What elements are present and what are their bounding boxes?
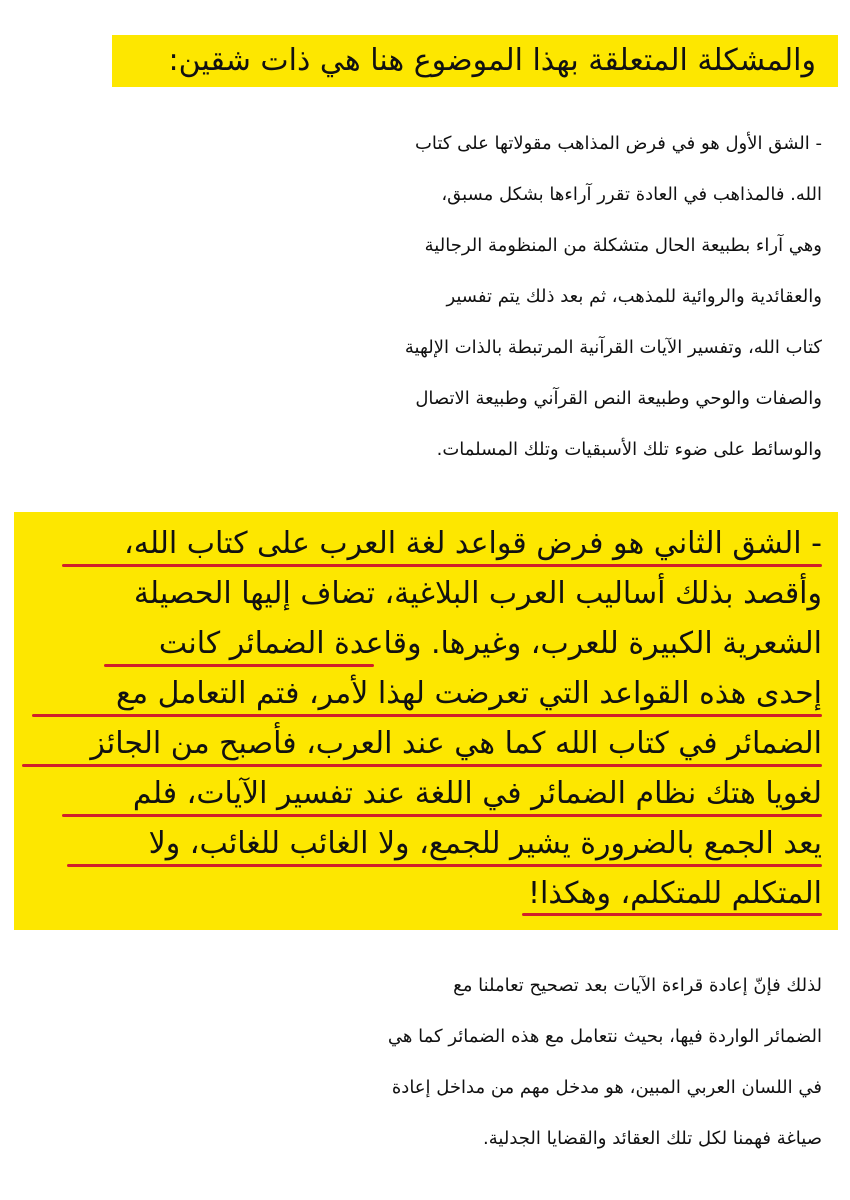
red-underline-mark	[32, 714, 822, 717]
paragraph-conclusion	[40, 962, 822, 1172]
paragraph-line: الضمائر في كتاب الله كما هي عند العرب، فأصبح من الجائز	[90, 726, 822, 761]
paragraph-line: الله. فالمذاهب في العادة تقرر آراءها بشكل مسبق،	[441, 184, 822, 205]
highlighted-heading	[112, 35, 838, 87]
paragraph-line: إحدى هذه القواعد التي تعرضت لهذا لأمر، فتم التعامل مع	[116, 676, 822, 711]
paragraph-line: لذلك فإنّ إعادة قراءة الآيات بعد تصحيح تعاملنا مع	[453, 975, 822, 996]
paragraph-line: الضمائر الواردة فيها، بحيث نتعامل مع هذه الضمائر كما هي	[387, 1026, 822, 1047]
red-underline-mark	[522, 913, 822, 916]
red-underline-mark	[67, 864, 822, 867]
paragraph-line: والصفات والوحي وطبيعة النص القرآني وطبيعة الاتصال	[415, 388, 822, 409]
red-underline-mark	[22, 764, 822, 767]
paragraph-line: الشعرية الكبيرة للعرب، وغيرها. وقاعدة الضمائر كانت	[158, 626, 822, 661]
paragraph-line: كتاب الله، وتفسير الآيات القرآنية المرتبطة بالذات الإلهية	[404, 337, 822, 358]
paragraph-first-aspect	[40, 120, 822, 480]
paragraph-line: والوسائط على ضوء تلك الأسبقيات وتلك المسلمات.	[436, 439, 822, 460]
paragraph-line: - الشق الأول هو في فرض المذاهب مقولاتها على كتاب	[414, 133, 822, 154]
red-underline-mark	[104, 664, 374, 667]
paragraph-line: لغويا هتك نظام الضمائر في اللغة عند تفسير الآيات، فلم	[132, 776, 822, 811]
paragraph-line: في اللسان العربي المبين، هو مدخل مهم من مداخل إعادة	[391, 1077, 822, 1098]
red-underline-mark	[62, 814, 822, 817]
paragraph-line: المتكلم للمتكلم، وهكذا!	[527, 876, 822, 911]
paragraph-line: صياغة فهمنا لكل تلك العقائد والقضايا الجدلية.	[483, 1128, 822, 1149]
paragraph-line: وأقصد بذلك أساليب العرب البلاغية، تضاف إليها الحصيلة	[133, 576, 822, 611]
heading-text: والمشكلة المتعلقة بهذا الموضوع هنا هي ذات شقين:	[168, 43, 816, 78]
paragraph-line: وهي آراء بطبيعة الحال متشكلة من المنظومة الرجالية	[424, 235, 822, 256]
paragraph-line: يعد الجمع بالضرورة يشير للجمع، ولا الغائب للغائب، ولا	[148, 826, 822, 861]
highlighted-paragraph-second-aspect	[14, 512, 838, 930]
red-underline-mark	[62, 564, 822, 567]
paragraph-line: والعقائدية والروائية للمذهب، ثم بعد ذلك يتم تفسير	[446, 286, 822, 307]
paragraph-line: - الشق الثاني هو فرض قواعد لغة العرب على كتاب الله،	[124, 526, 822, 561]
